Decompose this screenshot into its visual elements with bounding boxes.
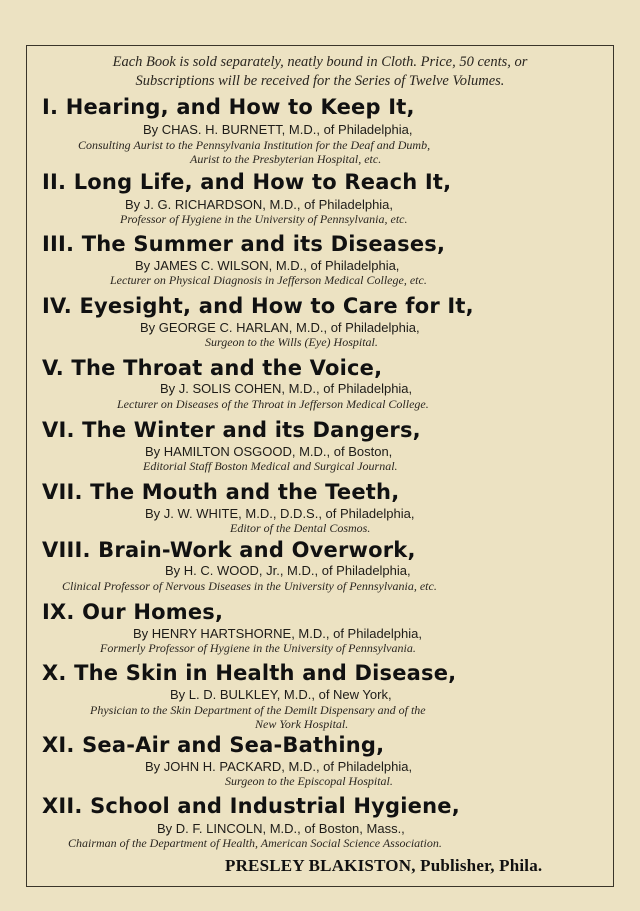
book-title: IX. Our Homes, <box>42 600 224 624</box>
author-credentials: Aurist to the Presbyterian Hospital, etc. <box>190 152 382 166</box>
book-author: By J. W. WHITE, M.D., D.D.S., of Philadelphia, <box>145 506 415 521</box>
author-credentials: Surgeon to the Wills (Eye) Hospital. <box>205 335 378 349</box>
author-credentials: Surgeon to the Episcopal Hospital. <box>225 774 393 788</box>
book-title: V. The Throat and the Voice, <box>42 356 383 380</box>
intro-text <box>26 53 614 91</box>
book-title: III. The Summer and its Diseases, <box>42 232 446 256</box>
book-author: By H. C. WOOD, Jr., M.D., of Philadelphia, <box>165 563 411 578</box>
publisher-imprint: PRESLEY BLAKISTON, Publisher, Phila. <box>225 856 543 875</box>
author-credentials: Professor of Hygiene in the University of Pennsylvania, etc. <box>120 212 408 226</box>
author-credentials: Formerly Professor of Hygiene in the University of Pennsylvania. <box>100 641 416 655</box>
book-author: By JOHN H. PACKARD, M.D., of Philadelphia, <box>145 759 413 774</box>
author-credentials: Editor of the Dental Cosmos. <box>230 521 371 535</box>
author-credentials: Physician to the Skin Department of the Demilt Dispensary and of the <box>90 703 426 717</box>
book-author: By HENRY HARTSHORNE, M.D., of Philadelphia, <box>133 626 422 641</box>
book-author: By J. SOLIS COHEN, M.D., of Philadelphia, <box>160 381 413 396</box>
book-title: XI. Sea-Air and Sea-Bathing, <box>42 733 385 757</box>
book-author: By JAMES C. WILSON, M.D., of Philadelphia, <box>135 258 400 273</box>
author-credentials: Clinical Professor of Nervous Diseases in the University of Pennsylvania, etc. <box>62 579 437 593</box>
book-title: VI. The Winter and its Dangers, <box>42 418 421 442</box>
book-author: By J. G. RICHARDSON, M.D., of Philadelphia, <box>125 197 394 212</box>
author-credentials: New York Hospital. <box>255 717 349 731</box>
book-title: VIII. Brain-Work and Overwork, <box>42 538 416 562</box>
book-title: II. Long Life, and How to Reach It, <box>42 170 452 194</box>
author-credentials: Lecturer on Physical Diagnosis in Jefferson Medical College, etc. <box>110 273 427 287</box>
author-credentials: Editorial Staff Boston Medical and Surgical Journal. <box>143 459 398 473</box>
author-credentials: Chairman of the Department of Health, American Social Science Association. <box>68 836 442 850</box>
book-title: IV. Eyesight, and How to Care for It, <box>42 294 474 318</box>
book-title: XII. School and Industrial Hygiene, <box>42 794 460 818</box>
book-author: By HAMILTON OSGOOD, M.D., of Boston, <box>145 444 393 459</box>
book-title: VII. The Mouth and the Teeth, <box>42 480 400 504</box>
intro-line: Subscriptions will be received for the Series of Twelve Volumes. <box>135 73 505 89</box>
book-author: By GEORGE C. HARLAN, M.D., of Philadelphia, <box>140 320 420 335</box>
book-title: I. Hearing, and How to Keep It, <box>42 95 415 119</box>
book-title: X. The Skin in Health and Disease, <box>42 661 457 685</box>
author-credentials: Consulting Aurist to the Pennsylvania Institution for the Deaf and Dumb, <box>78 138 431 152</box>
author-credentials: Lecturer on Diseases of the Throat in Jefferson Medical College. <box>117 397 429 411</box>
intro-line: Each Book is sold separately, neatly bound in Cloth. Price, 50 cents, or <box>112 54 528 70</box>
book-author: By L. D. BULKLEY, M.D., of New York, <box>170 687 392 702</box>
book-author: By D. F. LINCOLN, M.D., of Boston, Mass., <box>157 821 405 836</box>
book-author: By CHAS. H. BURNETT, M.D., of Philadelphia, <box>143 122 413 137</box>
